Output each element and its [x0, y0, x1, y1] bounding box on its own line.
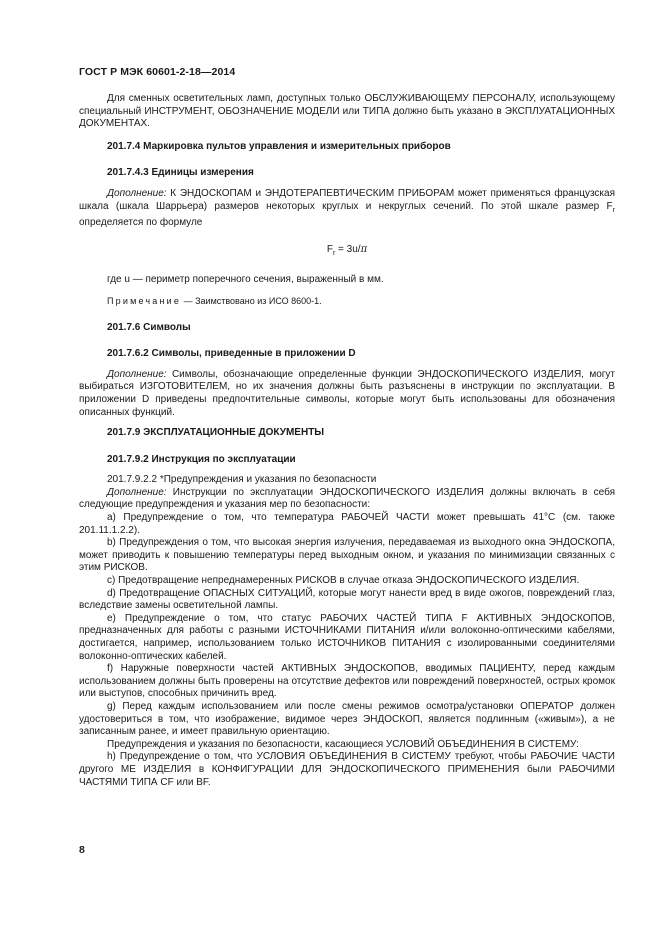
formula-rhs: = 3u/: [335, 243, 361, 255]
section-heading-201-7-4: 201.7.4 Маркировка пультов управления и измерительных приборов: [107, 140, 451, 152]
note: [79, 295, 615, 308]
list-item-g: g) Перед каждым использованием или после смены режимов осмотра/установки ОПЕРАТОР должен удостовериться в том, что изображение, видимое через ЭНДОСКОП, является подлинным («живым»), а не записанным ранее, и имеет правильную ориентацию.: [79, 700, 615, 738]
paragraph-units-text: К ЭНДОСКОПАМ и ЭНДОТЕРАПЕВТИЧЕСКИМ ПРИБОРАМ может применяться французская шкала (шкала Шаррьера) размеров некоторых круглых и некруглых сечений. По этой шкале размер F: [79, 187, 615, 212]
formula: [79, 244, 615, 261]
section-heading-201-7-9: 201.7.9 ЭКСПЛУАТАЦИОННЫЕ ДОКУМЕНТЫ: [107, 427, 325, 439]
section-heading-201-7-9-2: 201.7.9.2 Инструкция по эксплуатации: [107, 453, 296, 465]
paragraph-where: где u — периметр поперечного сечения, выраженный в мм.: [107, 274, 384, 286]
paragraph-intro: Для сменных осветительных ламп, доступных только ОБСЛУЖИВАЮЩЕМУ ПЕРСОНАЛУ, использующему специальный ИНСТРУМЕНТ, ОБОЗНАЧЕНИЕ МОДЕЛИ или ТИПА должно быть указано в ЭКСПЛУАТАЦИОННЫХ ДОКУМЕНТАХ.: [79, 93, 615, 130]
list-item-d: d) Предотвращение ОПАСНЫХ СИТУАЦИЙ, которые могут нанести вред в виде ожогов, повреждений глаз, вследствие замены осветительной лампы.: [79, 587, 615, 612]
paragraph-instructions-text: Инструкции по эксплуатации ЭНДОСКОПИЧЕСКОГО ИЗДЕЛИЯ должны включать в себя следующие предупреждения и указания мер по безопасности:: [79, 486, 615, 511]
formula-f: F: [326, 243, 333, 255]
list-item-h: h) Предупреждение о том, что УСЛОВИЯ ОБЪЕДИНЕНИЯ В СИСТЕМУ требуют, чтобы РАБОЧИЕ ЧАСТИ другого МЕ ИЗДЕЛИЯ в КОНФИГУРАЦИИ ДЛЯ ЭНДОСКОПИЧЕСКОГО ПРИМЕНЕНИЯ были РАБОЧИМИ ЧАСТЯМИ ТИПА CF или BF.: [79, 751, 615, 788]
paragraph-units: [79, 188, 615, 230]
page-number: 8: [79, 844, 85, 856]
list-item-a: a) Предупреждение о том, что температура РАБОЧЕЙ ЧАСТИ может превышать 41°C (см. также 201.11.1.2.2).: [79, 512, 615, 536]
paragraph-item-2-2: 201.7.9.2.2 *Предупреждения и указания по безопасности: [107, 474, 377, 486]
list-item-c: c) Предотвращение непреднамеренных РИСКОВ в случае отказа ЭНДОСКОПИЧЕСКОГО ИЗДЕЛИЯ.: [107, 575, 580, 587]
document-header: ГОСТ Р МЭК 60601-2-18—2014: [79, 66, 236, 78]
paragraph-units-end: определяется по формуле: [79, 217, 203, 229]
formula-sub: r: [332, 249, 336, 257]
paragraph-symbols-text: Символы, обозначающие определенные функции ЭНДОСКОПИЧЕСКОГО ИЗДЕЛИЯ, могут выбираться ИЗГОТОВИТЕЛЕМ, но их значения должны быть разъяснены в инструкции по эксплуатации. В приложении D приведены предпочтительные символы, которые могут быть использованы для обозначения описанных функций.: [79, 368, 615, 418]
paragraph-instructions: [79, 487, 615, 512]
addition-label: Дополнение:: [107, 486, 167, 498]
subscript-r: r: [612, 206, 615, 214]
paragraph-system: Предупреждения и указания по безопасности, касающиеся УСЛОВИЙ ОБЪЕДИНЕНИЯ В СИСТЕМУ:: [107, 738, 579, 750]
addition-label: Дополнение:: [107, 187, 167, 199]
list-item-b: b) Предупреждения о том, что высокая энергия излучения, передаваемая из выходного окна ЭНДОСКОПА, может приводить к повышению температуры перед выходным окном, и указания по минимизации связанных с этим РИСКОВ.: [79, 537, 615, 574]
formula-pi: π: [360, 243, 368, 255]
document-body: [79, 93, 615, 789]
list-item-e: e) Предупреждение о том, что статус РАБОЧИХ ЧАСТЕЙ ТИПА F АКТИВНЫХ ЭНДОСКОПОВ, предназначенных для работы с разными ИСТОЧНИКАМИ ПИТАНИЯ и/или волоконно-оптическими кабелями, достигается, например, использованием только ИСТОЧНИКОВ ПИТАНИЯ с изолированными соединителями волоконно-оптических кабелей.: [79, 612, 615, 662]
section-heading-201-7-6: 201.7.6 Символы: [107, 321, 191, 333]
note-text: — Заимствовано из ИСО 8600-1.: [181, 295, 322, 306]
paragraph-symbols: [79, 369, 615, 419]
list-item-f: f) Наружные поверхности частей АКТИВНЫХ ЭНДОСКОПОВ, вводимых ПАЦИЕНТУ, перед каждым использованием должны быть проверены на отсутствие дефектов или повреждений поверхностей, острых кромок или выступов, способных причинить вред.: [79, 663, 615, 700]
addition-label: Дополнение:: [107, 368, 167, 380]
section-heading-201-7-4-3: 201.7.4.3 Единицы измерения: [107, 167, 254, 179]
note-label: Примечание: [107, 295, 182, 306]
section-heading-201-7-6-2: 201.7.6.2 Символы, приведенные в приложении D: [107, 348, 356, 360]
